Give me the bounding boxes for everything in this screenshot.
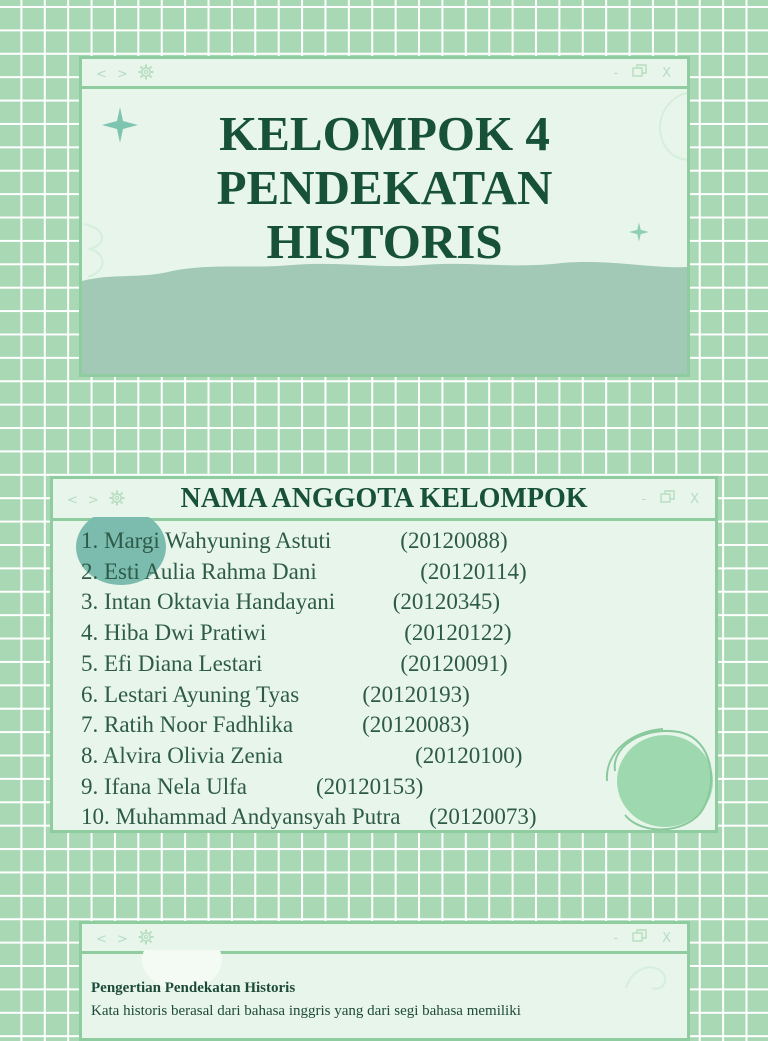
restore-icon[interactable] xyxy=(632,929,648,948)
list-item: 3. Intan Oktavia Handayani (20120345) xyxy=(81,589,501,615)
close-button[interactable]: X xyxy=(662,930,671,946)
swirl-decoration xyxy=(622,958,672,998)
definition-slide-body xyxy=(82,954,687,1041)
list-item: 4. Hiba Dwi Pratiwi (20120122) xyxy=(81,620,512,646)
restore-icon[interactable] xyxy=(660,490,676,509)
list-item: 6. Lestari Ayuning Tyas (20120193) xyxy=(81,681,470,707)
title-slide-body xyxy=(82,89,687,377)
gear-icon[interactable] xyxy=(138,929,154,950)
section-text: Kata historis berasal dari bahasa inggris yang dari segi bahasa memiliki xyxy=(91,1003,521,1019)
list-item: 9. Ifana Nela Ulfa (20120153) xyxy=(81,773,424,799)
minimize-button[interactable]: - xyxy=(641,491,647,507)
circle-decoration xyxy=(593,721,718,833)
list-item: 7. Ratih Noor Fadhlika (20120083) xyxy=(81,712,470,738)
member-list xyxy=(81,526,536,833)
close-button[interactable]: X xyxy=(690,491,699,507)
chevron-right-icon[interactable]: > xyxy=(87,492,99,508)
list-item: 10. Muhammad Andyansyah Putra (20120073) xyxy=(81,804,537,830)
list-item: 8. Alvira Olivia Zenia (20120100) xyxy=(81,742,523,768)
title-slide-titlebar xyxy=(82,59,687,89)
members-slide-window xyxy=(50,476,718,833)
page-title xyxy=(82,107,687,269)
title-line-3: HISTORIS xyxy=(266,214,503,269)
restore-icon[interactable] xyxy=(632,64,648,83)
gear-icon[interactable] xyxy=(138,64,154,85)
chevron-right-icon[interactable]: > xyxy=(116,931,128,947)
definition-slide-window xyxy=(79,921,690,1041)
list-item: 5. Efi Diana Lestari (20120091) xyxy=(81,650,508,676)
chevron-right-icon[interactable]: > xyxy=(116,66,128,82)
members-heading: NAMA ANGGOTA KELOMPOK xyxy=(180,483,588,514)
list-item: 2. Esti Aulia Rahma Dani (20120114) xyxy=(81,558,527,584)
members-slide-titlebar xyxy=(53,479,715,521)
minimize-button[interactable]: - xyxy=(613,65,619,81)
members-slide-body xyxy=(53,521,715,833)
section-title: Pengertian Pendekatan Historis xyxy=(91,980,296,996)
close-button[interactable]: X xyxy=(662,65,671,81)
chevron-left-icon[interactable]: < xyxy=(67,492,78,508)
title-slide-window xyxy=(79,56,690,377)
title-line-2: PENDEKATAN xyxy=(216,160,553,215)
minimize-button[interactable]: - xyxy=(613,930,619,946)
title-line-1: KELOMPOK 4 xyxy=(219,106,550,161)
chevron-left-icon[interactable]: < xyxy=(96,66,107,82)
brush-stroke-banner xyxy=(82,259,687,377)
chevron-left-icon[interactable]: < xyxy=(96,931,107,947)
list-item: 1. Margi Wahyuning Astuti (20120088) xyxy=(81,528,508,553)
